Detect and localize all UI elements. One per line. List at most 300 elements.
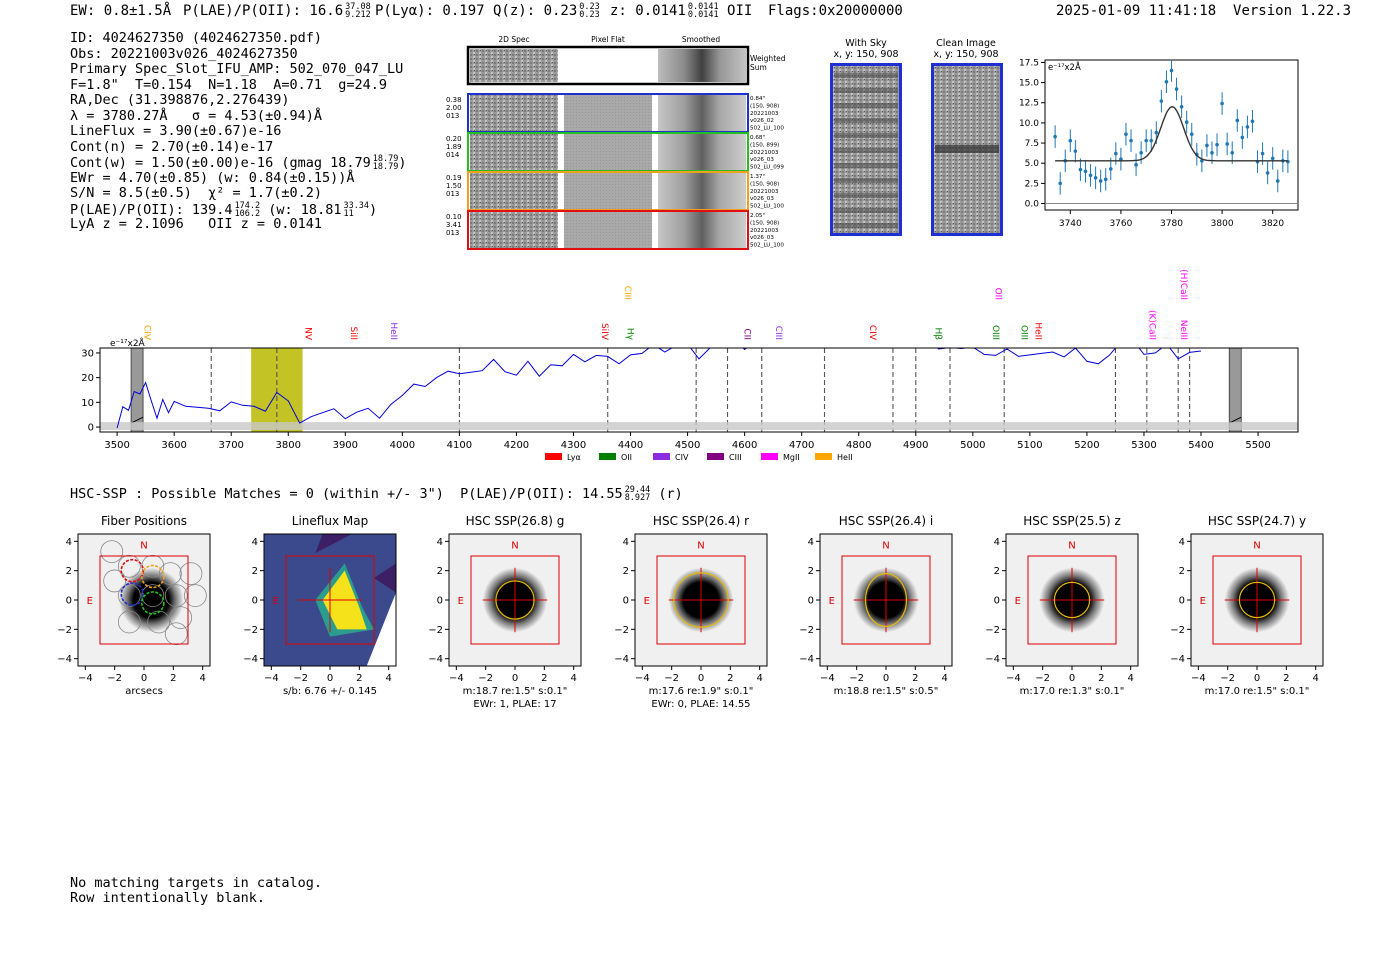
panel-caption: EWr: 1, PLAE: 17 (473, 699, 557, 710)
legend-swatch (599, 453, 616, 460)
legend-swatch (653, 453, 670, 460)
sky-band (834, 103, 898, 108)
cutout-meta: 20221003 (750, 227, 779, 234)
data-point (1261, 152, 1265, 156)
emission-line-label: (H)CaII (1178, 269, 1189, 300)
ytick-label: 4 (251, 536, 258, 548)
xtick-label: 4 (199, 673, 206, 684)
header-z: z: 0.0141 0.0141 0.0141 OII (610, 2, 753, 20)
sky-band (834, 133, 898, 138)
hsc-panel (607, 512, 782, 727)
ytick-label: 20 (81, 373, 94, 385)
cutout-meta: v026_03 (750, 235, 774, 242)
panel-caption: m:17.0 re:1.5" s:0.1" (1204, 686, 1310, 697)
cutout-meta: 1.37" (750, 174, 766, 180)
xtick-label: 4100 (446, 440, 473, 451)
cutout-meta: 502_LU_100 (750, 203, 784, 210)
xtick-label: 0 (697, 673, 704, 684)
legend-swatch (815, 453, 832, 460)
east-label: E (828, 596, 835, 607)
ytick-label: −2 (984, 624, 1000, 636)
xtick-label: 4 (755, 673, 763, 684)
panel-caption: m:18.7 re:1.5" s:0.1" (462, 686, 568, 697)
info-redshifts: LyA z = 2.1096 OII z = 0.0141 (70, 216, 322, 232)
ytick-label: 0 (87, 422, 94, 434)
xtick-label: 4300 (560, 440, 587, 451)
with-sky-image (830, 63, 902, 236)
cutout-meta: 20221003 (750, 149, 779, 156)
header-plae: P(LAE)/P(OII): 16.6 37.08 9.212 (183, 2, 371, 20)
ytick-label: 10.0 (1018, 118, 1039, 129)
xtick-label: −2 (107, 673, 123, 684)
emission-line-label: HeII (1032, 322, 1043, 340)
ytick-label: 4 (993, 536, 1000, 548)
data-point (1129, 139, 1133, 143)
cutout-stat: 0.19 (446, 174, 462, 182)
ytick-label: 0 (993, 595, 1000, 607)
data-point (1124, 132, 1128, 136)
xtick-label: −2 (1034, 673, 1050, 684)
xtick-label: 0 (511, 673, 519, 684)
sky-band (834, 223, 898, 228)
weighted-sum-row (468, 47, 786, 84)
xtick-label: 3600 (161, 440, 187, 451)
ytick-label: 2 (622, 566, 629, 578)
hsc-panel-title: HSC SSP(26.4) r (652, 514, 749, 528)
cutout-flat (564, 212, 652, 248)
emission-line-label: OII (992, 287, 1003, 300)
xtick-label: 5200 (1074, 440, 1100, 451)
cutout-meta: (150, 899) (750, 142, 780, 149)
cutout-flat (564, 173, 652, 209)
ytick-label: 4 (1178, 536, 1185, 548)
cutout-flat (564, 134, 652, 170)
hsc-panel-title: HSC SSP(24.7) y (1207, 514, 1307, 528)
cutout-stat: 1.89 (446, 143, 462, 151)
cutout-smoothed (658, 95, 746, 131)
xtick-label: 4 (1126, 673, 1134, 684)
data-point (1094, 176, 1098, 180)
xtick-label: 3800 (275, 440, 301, 451)
sky-band (834, 88, 898, 93)
cutout-stat: 0.10 (446, 213, 462, 221)
data-point (1220, 102, 1224, 106)
xtick-label: 0 (140, 673, 148, 684)
cutout-stat: 013 (446, 190, 460, 198)
emission-line-label: SiIV (599, 322, 610, 340)
data-point (1104, 178, 1108, 182)
legend-label: Lyα (567, 453, 581, 462)
xtick-label: 4400 (617, 440, 644, 451)
ytick-label: −4 (428, 654, 443, 666)
data-point (1079, 168, 1083, 172)
emission-line-label: Hγ (624, 327, 635, 340)
xtick-label: −4 (77, 673, 93, 684)
info-ewr: EWr = 4.70(±0.85) (w: 0.84(±0.15))Å (70, 169, 355, 186)
ytick-label: −4 (1170, 654, 1185, 666)
svg-text:Sum: Sum (750, 63, 767, 72)
ytick-label: 2 (65, 566, 72, 578)
header-ew: EW: 0.8±1.5Å (70, 3, 172, 19)
xtick-label: 4 (570, 673, 577, 684)
footer-no-match: No matching targets in catalog. (70, 875, 322, 891)
cutout-stat: 0.38 (446, 96, 462, 104)
legend-label: CIII (729, 453, 742, 462)
legend-swatch (707, 453, 724, 460)
data-point (1215, 143, 1219, 147)
panel-caption: m:17.6 re:1.9" s:0.1" (648, 686, 753, 697)
xtick-label: 0 (326, 673, 333, 684)
cutout-meta: 0.84" (750, 96, 766, 102)
data-point (1155, 131, 1159, 135)
ytick-label: 4 (622, 536, 629, 548)
xtick-label: −2 (849, 673, 865, 684)
data-point (1235, 119, 1239, 123)
data-point (1266, 171, 1270, 175)
col-smoothed: Smoothed (681, 35, 721, 44)
xtick-label: 4900 (903, 440, 929, 451)
cutout-stat: 3.41 (446, 221, 462, 229)
hsc-panel (1163, 512, 1338, 727)
emission-line-label: (K)CaII (1146, 309, 1157, 340)
east-label: E (1199, 596, 1206, 607)
xtick-label: 4700 (788, 440, 815, 451)
xtick-label: 4200 (503, 440, 530, 451)
xtick-label: 2 (1097, 673, 1105, 684)
xtick-label: 3700 (218, 440, 244, 451)
ytick-label: 4 (65, 536, 72, 548)
data-point (1205, 144, 1209, 148)
xtick-label: 0 (1068, 673, 1075, 684)
data-point (1225, 142, 1229, 146)
north-label: N (140, 540, 148, 552)
ytick-label: 0 (65, 595, 72, 607)
xtick-label: 5500 (1245, 440, 1271, 451)
ytick-label: −4 (984, 654, 1000, 666)
ytick-label: 15.0 (1018, 78, 1039, 89)
xtick-label: 2 (170, 673, 177, 684)
spectrum-unit-label: e⁻¹⁷x2Å (110, 339, 145, 349)
ytick-label: −2 (799, 624, 814, 636)
info-primary-spec: Primary Spec_Slot_IFU_AMP: 502_070_047_LU (70, 61, 404, 77)
col-pixel-flat: Pixel Flat (591, 35, 625, 44)
data-point (1246, 125, 1250, 129)
ytick-label: 2 (1178, 566, 1185, 578)
ytick-label: −2 (57, 624, 72, 636)
data-point (1149, 139, 1153, 143)
emission-line-label: Hβ (932, 327, 943, 340)
emission-line-label: NV (302, 327, 313, 340)
sky-band (834, 193, 898, 198)
data-point (1241, 136, 1245, 140)
cutout-2d (470, 134, 558, 170)
ytick-label: −4 (613, 654, 629, 666)
xtick-label: −4 (263, 673, 279, 684)
clean-image-title: Clean Image x, y: 150, 908 (933, 38, 999, 60)
zoom-axes (1045, 60, 1298, 210)
data-point (1175, 87, 1179, 91)
legend-swatch (761, 453, 778, 460)
cutout-meta: (150, 908) (750, 181, 780, 188)
header-timestamp: 2025-01-09 11:41:18 Version 1.22.3 (1056, 3, 1352, 19)
emission-line-label: SiII (348, 326, 359, 340)
ytick-label: −4 (242, 654, 258, 666)
xtick-label: 2 (541, 673, 548, 684)
data-point (1084, 169, 1088, 173)
data-point (1134, 163, 1138, 167)
north-label: N (696, 540, 705, 552)
ytick-label: −4 (799, 654, 814, 666)
xtick-label: 5400 (1188, 440, 1214, 451)
data-point (1089, 174, 1093, 178)
legend-swatch (545, 453, 562, 460)
sky-band (834, 118, 898, 123)
xtick-label: −2 (292, 673, 308, 684)
north-label: N (882, 540, 890, 552)
emission-line-label: OIII (1018, 324, 1029, 340)
noise-band (100, 422, 1298, 430)
xtick-label: 5300 (1131, 440, 1157, 451)
xtick-label: 5000 (960, 440, 986, 451)
ytick-label: 2 (993, 566, 1000, 578)
sky-band (834, 73, 898, 78)
info-cont-n: Cont(n) = 2.70(±0.14)e-17 (70, 138, 274, 155)
col-2d-spec: 2D Spec (498, 35, 530, 44)
xtick-label: 4 (384, 673, 392, 684)
ytick-label: 0 (622, 595, 629, 607)
footer-blank-row: Row intentionally blank. (70, 890, 266, 906)
cutout-rows (446, 94, 784, 249)
data-point (1165, 80, 1169, 84)
cutout-meta: 502_LU_100 (750, 125, 784, 132)
legend-label: CIV (675, 453, 689, 462)
ytick-label: 2 (807, 566, 814, 578)
emission-line-label: CIV (141, 324, 152, 340)
info-radec: RA,Dec (31.398876,2.276439) (70, 92, 290, 108)
ytick-label: 2 (251, 566, 258, 578)
cutout-meta: 20221003 (750, 110, 779, 117)
ytick-label: 0 (1178, 595, 1185, 607)
panel-caption: m:18.8 re:1.5" s:0.5" (833, 686, 939, 697)
ytick-label: 0.0 (1024, 199, 1039, 210)
data-point (1185, 120, 1189, 124)
cutout-meta: 2.05" (750, 213, 766, 219)
cutout-meta: v026_03 (750, 196, 774, 203)
cutout-meta: v026_03 (750, 157, 774, 164)
panel-caption: s/b: 6.76 +/- 0.145 (282, 686, 377, 697)
emission-line-label: CII (741, 328, 752, 340)
masked-region (131, 348, 143, 432)
ytick-label: −2 (428, 624, 443, 636)
hsc-panel-title: HSC SSP(26.8) g (465, 514, 565, 528)
legend-label: HeII (837, 453, 853, 462)
cutout-stat: 1.50 (446, 182, 462, 190)
panel-caption: arcsecs (125, 686, 163, 697)
cutout-meta: 20221003 (750, 188, 779, 195)
ytick-label: 12.5 (1018, 98, 1039, 109)
xtick-label: −4 (634, 673, 650, 684)
cutout-stat: 0.20 (446, 135, 462, 143)
hsc-panel-title: HSC SSP(25.5) z (1022, 514, 1121, 528)
cutout-smoothed (658, 173, 746, 209)
info-plae: P(LAE)/P(OII): 139.4 174.2 106.2 (w: 18.81 33.34 11 ) (70, 200, 378, 219)
cutout-smoothed (658, 212, 746, 248)
zoom-unit-label: e⁻¹⁷x2Å (1048, 63, 1081, 73)
hsc-panel-title: Lineflux Map (291, 514, 368, 528)
xtick-label: 3760 (1109, 219, 1133, 229)
data-point (1210, 151, 1214, 155)
info-id: ID: 4024627350 (4024627350.pdf) (70, 30, 322, 46)
hsc-banner: HSC-SSP : Possible Matches = 0 (within +/- 3") P(LAE)/P(OII): 14.55 29.44 8.927 (r) (70, 485, 683, 503)
data-point (1271, 157, 1275, 161)
emission-line-label: CIV (867, 324, 878, 340)
xtick-label: 2 (1283, 673, 1290, 684)
cutout-2d (470, 212, 558, 248)
data-point (1190, 132, 1194, 136)
emission-line-label: CIII (621, 285, 632, 300)
cutout-meta: 502_LU_100 (750, 242, 784, 249)
xtick-label: 3500 (104, 440, 130, 451)
panel-caption: m:17.0 re:1.3" s:0.1" (1019, 686, 1124, 697)
xtick-label: 4 (1312, 673, 1319, 684)
data-point (1160, 99, 1164, 103)
cutout-stat: 2.00 (446, 104, 462, 112)
catalog-footer (70, 876, 322, 906)
north-label: N (1253, 540, 1261, 552)
data-point (1114, 152, 1118, 156)
east-label: E (643, 596, 650, 607)
sky-band (834, 148, 898, 153)
hsc-panel-title: HSC SSP(26.4) i (838, 514, 934, 528)
ytick-label: 2.5 (1024, 179, 1039, 190)
data-point (1276, 179, 1280, 183)
legend-label: OII (621, 453, 633, 462)
xtick-label: 4800 (846, 440, 872, 451)
info-fiber-params: F=1.8" T=0.154 N=1.18 A=0.71 g=24.9 (70, 76, 387, 93)
cutout-meta: 0.68" (750, 135, 766, 141)
masked-region (1229, 348, 1241, 432)
xtick-label: 4 (941, 673, 948, 684)
ytick-label: −4 (57, 654, 72, 666)
ytick-label: 0 (436, 595, 443, 607)
sky-band (834, 163, 898, 168)
header-qz: Q(z): 0.23 0.23 0.23 (493, 2, 600, 20)
east-label: E (272, 596, 279, 607)
cutout-stat: 013 (446, 229, 460, 237)
hsc-panel (792, 512, 967, 727)
sky-band (834, 178, 898, 183)
north-label: N (511, 540, 519, 552)
xtick-label: 3780 (1160, 219, 1183, 229)
cutout-flat (564, 95, 652, 131)
hsc-panel (421, 512, 596, 727)
data-point (1099, 179, 1103, 183)
data-point (1144, 139, 1148, 143)
xtick-label: 2 (726, 673, 734, 684)
xtick-label: −4 (1190, 673, 1206, 684)
ytick-label: −2 (613, 624, 629, 636)
hsc-panel (50, 512, 225, 727)
data-point (1170, 69, 1174, 73)
xtick-label: −4 (819, 673, 835, 684)
xtick-label: 4000 (389, 440, 416, 451)
xtick-label: 4600 (731, 440, 758, 451)
xtick-label: 3900 (332, 440, 359, 451)
ytick-label: 0 (251, 595, 258, 607)
xtick-label: 3740 (1058, 219, 1082, 229)
full-spectrum-plot (60, 258, 1320, 463)
legend-label: MgII (783, 453, 800, 462)
cutout-meta: (150, 908) (750, 103, 780, 110)
emission-line-label: OIII (989, 324, 1000, 340)
ytick-label: −2 (242, 624, 258, 636)
xtick-label: −2 (663, 673, 679, 684)
data-point (1251, 119, 1255, 123)
ytick-label: 10 (81, 397, 94, 409)
ytick-label: 4 (436, 536, 443, 548)
ytick-label: −2 (1170, 624, 1185, 636)
xtick-label: 3820 (1261, 219, 1285, 229)
east-label: E (457, 596, 464, 607)
sky-band (834, 208, 898, 213)
panel-caption: EWr: 0, PLAE: 14.55 (650, 699, 751, 710)
cutout-meta: v026_02 (750, 118, 774, 125)
xtick-label: 0 (882, 673, 890, 684)
hsc-panel-title: Fiber Positions (100, 514, 188, 528)
ytick-label: 7.5 (1024, 139, 1039, 150)
data-point (1074, 149, 1078, 153)
cutout-meta: 502_LU_099 (750, 164, 784, 171)
east-label: E (1014, 596, 1021, 607)
xtick-label: 2 (355, 673, 363, 684)
svg-text:Weighted: Weighted (750, 54, 786, 63)
east-label: E (86, 596, 93, 607)
data-point (1053, 135, 1057, 139)
xtick-label: −4 (448, 673, 464, 684)
data-point (1230, 151, 1234, 155)
emission-line-label: NeIII (1178, 319, 1189, 340)
spectra-cutouts (440, 30, 800, 255)
data-point (1109, 167, 1113, 171)
xtick-label: −4 (1005, 673, 1021, 684)
cutout-meta: (150, 908) (750, 220, 780, 227)
ytick-label: 4 (807, 536, 814, 548)
info-lineflux: LineFlux = 3.90(±0.67)e-16 (70, 123, 282, 139)
zoom-fit-plot (1010, 50, 1350, 235)
with-sky-title: With Sky x, y: 150, 908 (833, 38, 899, 60)
xtick-label: −2 (478, 673, 494, 684)
detection-info (70, 31, 406, 233)
cutout-2d (470, 173, 558, 209)
cutout-smoothed (658, 134, 746, 170)
data-point (1139, 151, 1143, 155)
ytick-label: 17.5 (1018, 58, 1039, 69)
ytick-label: 2 (436, 566, 443, 578)
xtick-label: 5100 (1017, 440, 1043, 451)
north-label: N (1067, 540, 1076, 552)
header-plya: P(Lyα): 0.197 (375, 3, 485, 19)
clean-image (931, 63, 1003, 236)
ytick-label: 5.0 (1024, 159, 1039, 170)
cutout-stat: 014 (446, 151, 460, 159)
info-lambda: λ = 3780.27Å σ = 4.53(±0.94)Å (70, 107, 322, 124)
hsc-panel (236, 512, 411, 727)
hsc-panel (978, 512, 1153, 727)
xtick-label: 2 (912, 673, 919, 684)
emission-line-label: CIII (773, 325, 784, 340)
cutout-stat: 013 (446, 112, 460, 120)
ytick-label: 30 (81, 348, 94, 360)
